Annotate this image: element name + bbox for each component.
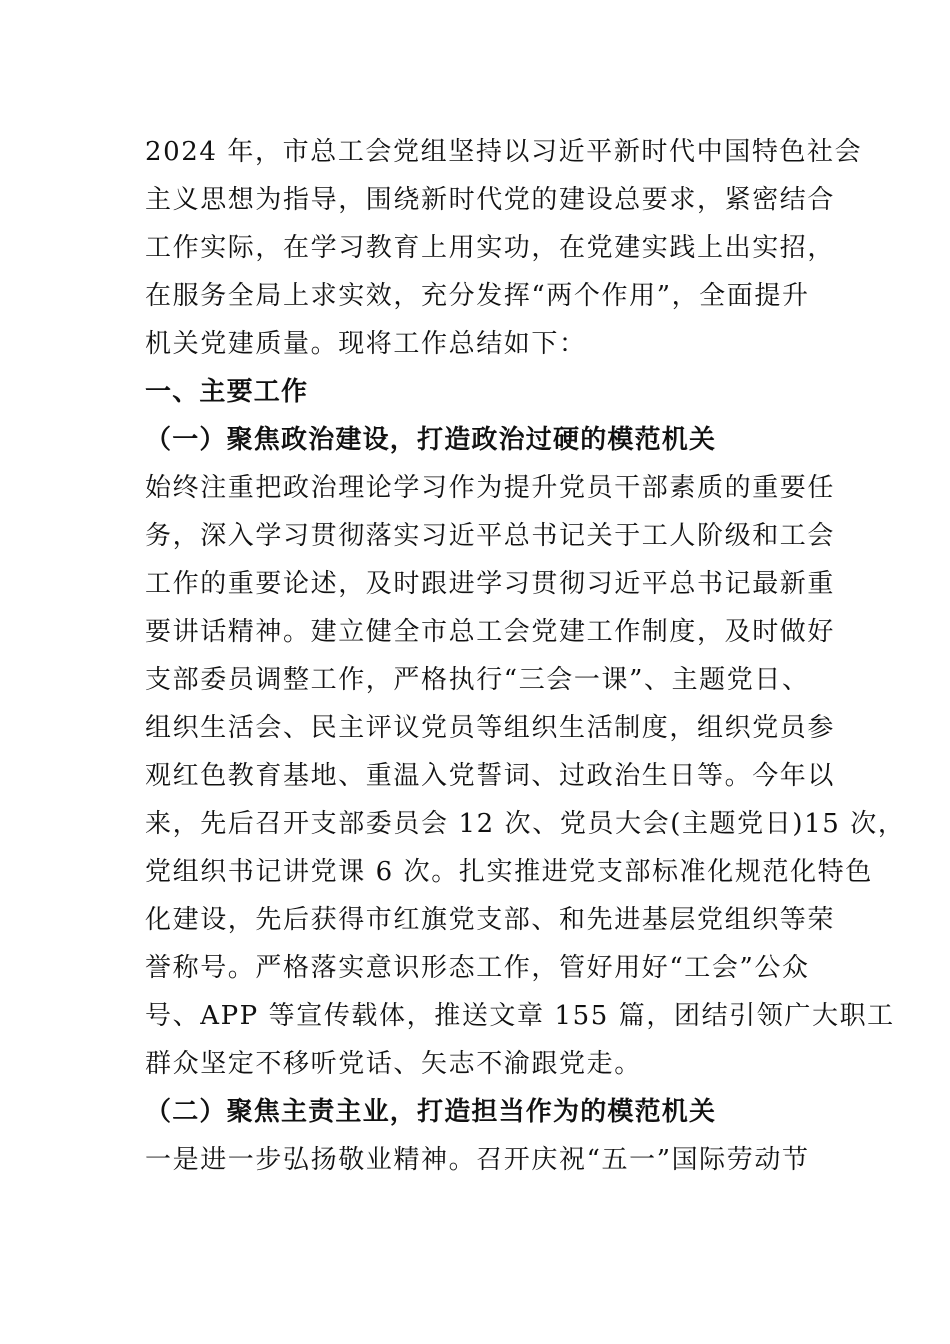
intro-line: 2024 年，市总工会党组坚持以习近平新时代中国特色社会 [145,137,863,167]
paragraph-line: 群众坚定不移听党话、矢志不渝跟党走。 [145,1049,642,1079]
paragraph-line: 支部委员调整工作，严格执行“三会一课”、主题党日、 [145,665,810,695]
section-heading-main-work: 一、主要工作 [145,377,309,407]
intro-line: 工作实际，在学习教育上用实功，在党建实践上出实招， [145,233,836,263]
intro-line: 在服务全局上求实效，充分发挥“两个作用”，全面提升 [145,281,810,311]
paragraph-line: 组织生活会、民主评议党员等组织生活制度，组织党员参 [145,713,836,743]
intro-line: 主义思想为指导，围绕新时代党的建设总要求，紧密结合 [145,185,836,215]
paragraph-line: 党组织书记讲党课 6 次。扎实推进党支部标准化规范化特色 [145,857,873,887]
paragraph-line: 观红色教育基地、重温入党誓词、过政治生日等。今年以 [145,761,836,791]
document-body [145,128,906,1184]
paragraph-line: 来，先后召开支部委员会 12 次、党员大会(主题党日)15 次， [145,809,906,839]
intro-line: 机关党建质量。现将工作总结如下： [145,329,587,359]
paragraph-line: 要讲话精神。建立健全市总工会党建工作制度，及时做好 [145,617,836,647]
paragraph-line: 务，深入学习贯彻落实习近平总书记关于工人阶级和工会 [145,521,836,551]
paragraph-line: 化建设，先后获得市红旗党支部、和先进基层党组织等荣 [145,905,836,935]
subsection-heading-main-responsibility: （二）聚焦主责主业，打造担当作为的模范机关 [145,1097,717,1127]
paragraph-line: 一是进一步弘扬敬业精神。召开庆祝“五一”国际劳动节 [145,1145,810,1175]
paragraph-line: 工作的重要论述，及时跟进学习贯彻习近平总书记最新重 [145,569,836,599]
paragraph-line: 号、APP 等宣传载体，推送文章 155 篇，团结引领广大职工 [145,1001,895,1031]
paragraph-line: 始终注重把政治理论学习作为提升党员干部素质的重要任 [145,473,836,503]
subsection-heading-political-building: （一）聚焦政治建设，打造政治过硬的模范机关 [145,425,717,455]
paragraph-line: 誉称号。严格落实意识形态工作，管好用好“工会”公众 [145,953,810,983]
